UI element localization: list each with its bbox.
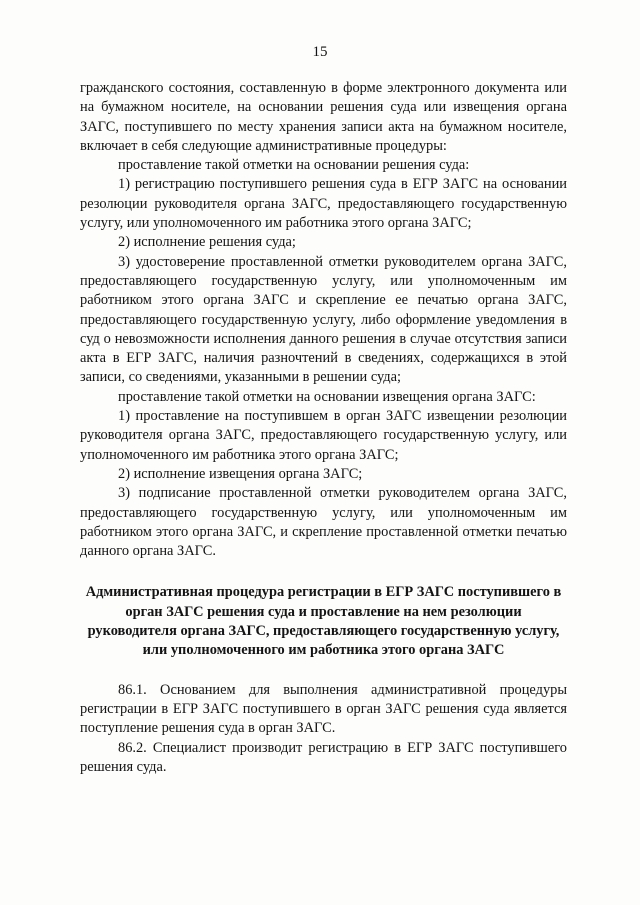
section-heading: Административная процедура регистрации в ЕГР ЗАГС поступившего в орган ЗАГС решения суда и проставление на нем резолюции руководителя органа ЗАГС, предоставляющего государственную услугу, или уполномоченного им работника этого органа ЗАГС — [85, 584, 562, 659]
paragraph-group-top — [80, 79, 567, 561]
paragraph: 2) исполнение извещения органа ЗАГС; — [118, 465, 363, 482]
paragraph: 1) регистрацию поступившего решения суда в ЕГР ЗАГС на основании резолюции руководителя органа ЗАГС, предоставляющего государственную услугу, или уполномоченного им работника этого органа ЗАГС; — [80, 176, 567, 232]
paragraph: проставление такой отметки на основании решения суда: — [118, 157, 470, 174]
paragraph: гражданского состояния, составленную в форме электронного документа или на бумажном носителе, на основании решения суда или извещения органа ЗАГС, поступившего по месту хранения записи акта на бумажном носителе, включает в себя следующие административные процедуры: — [80, 80, 567, 154]
paragraph: 3) удостоверение проставленной отметки руководителем органа ЗАГС, предоставляющего государственную услугу, или уполномоченным им работником этого органа ЗАГС и скрепление ее печатью органа ЗАГС, предоставляющего государственную услугу, либо оформление уведомления в суд о невозможности исполнения данного решения в случае отсутствия записи акта в ЕГР ЗАГС, наличия разночтений в сведениях, содержащихся в этой записи, со сведениями, указанными в решении суда; — [80, 253, 567, 386]
paragraph: 86.2. Специалист производит регистрацию в ЕГР ЗАГС поступившего решения суда. — [80, 739, 567, 775]
paragraph: проставление такой отметки на основании извещения органа ЗАГС: — [118, 388, 536, 405]
page-number: 15 — [312, 44, 328, 60]
paragraph-group-bottom — [80, 681, 567, 777]
paragraph: 1) проставление на поступившем в орган ЗАГС извещении резолюции руководителя органа ЗАГС, предоставляющего государственную услугу, или уполномоченного им работника этого органа ЗАГС; — [80, 408, 567, 463]
paragraph: 86.1. Основанием для выполнения административной процедуры регистрации в ЕГР ЗАГС поступившего в орган ЗАГС решения суда является поступление решения суда в орган ЗАГС. — [80, 681, 567, 737]
paragraph: 3) подписание проставленной отметки руководителем органа ЗАГС, предоставляющего государственную услугу, или уполномоченным им работником этого органа ЗАГС, и скрепление проставленной отметки печатью данного органа ЗАГС. — [80, 485, 567, 560]
paragraph: 2) исполнение решения суда; — [118, 234, 296, 251]
document-body — [80, 79, 567, 777]
